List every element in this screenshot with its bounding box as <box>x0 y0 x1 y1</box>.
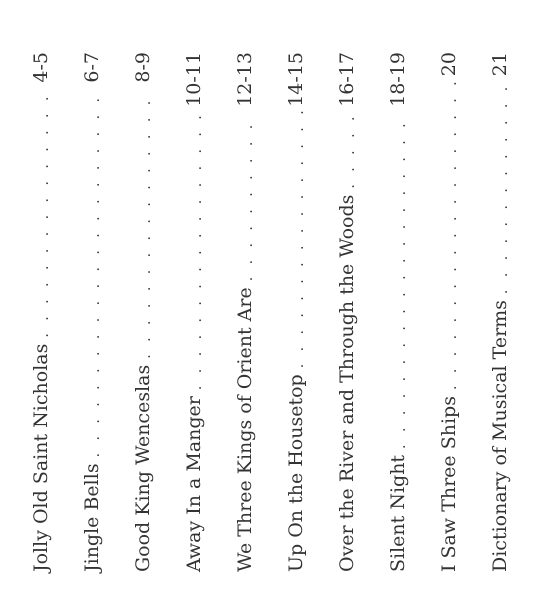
toc-entry-title: I Saw Three Ships <box>438 396 460 572</box>
toc-entry-jolly-old-saint-nicholas <box>31 52 82 572</box>
table-of-contents <box>31 52 541 572</box>
toc-entry-title: We Three Kings of Orient Are <box>234 287 256 572</box>
toc-dot-leader <box>388 111 411 449</box>
toc-entry-pages: 10-11 <box>183 52 205 107</box>
toc-entry-title: Over the River and Through the Woods <box>336 194 358 572</box>
toc-entry-pages: 14-15 <box>285 52 307 107</box>
toc-entry-jingle-bells <box>82 52 133 572</box>
toc-entry-pages: 8-9 <box>132 52 154 83</box>
toc-entry-silent-night <box>388 52 439 572</box>
toc-entry-pages: 18-19 <box>387 52 409 107</box>
toc-entry-title: Up On the Housetop <box>285 374 307 572</box>
toc-dot-leader <box>490 80 513 294</box>
toc-dot-leader <box>337 111 360 189</box>
toc-entry-title: Silent Night <box>387 454 409 572</box>
toc-entry-dictionary-of-musical-terms <box>490 52 541 572</box>
toc-entry-pages: 4-5 <box>30 52 52 83</box>
toc-entry-i-saw-three-ships <box>439 52 490 572</box>
toc-entry-title: Dictionary of Musical Terms <box>489 300 511 572</box>
toc-entry-title: Good King Wenceslas <box>132 364 154 572</box>
toc-entry-pages: 21 <box>489 52 511 77</box>
toc-dot-leader <box>286 111 309 369</box>
toc-entry-pages: 6-7 <box>81 52 103 83</box>
toc-dot-leader <box>31 87 54 338</box>
toc-entry-we-three-kings <box>235 52 286 572</box>
toc-dot-leader <box>439 80 462 390</box>
toc-entry-pages: 16-17 <box>336 52 358 107</box>
toc-entry-up-on-the-housetop <box>286 52 337 572</box>
toc-entry-pages: 12-13 <box>234 52 256 107</box>
toc-dot-leader <box>235 111 258 282</box>
toc-entry-away-in-a-manger <box>184 52 235 572</box>
toc-entry-over-the-river <box>337 52 388 572</box>
toc-entry-title: Jolly Old Saint Nicholas <box>30 343 52 572</box>
toc-dot-leader <box>82 87 105 458</box>
toc-entry-pages: 20 <box>438 52 460 77</box>
toc-dot-leader <box>133 87 156 359</box>
toc-entry-title: Jingle Bells <box>81 463 103 572</box>
toc-dot-leader <box>184 111 207 390</box>
toc-entry-good-king-wenceslas <box>133 52 184 572</box>
toc-entry-title: Away In a Manger <box>183 396 205 572</box>
